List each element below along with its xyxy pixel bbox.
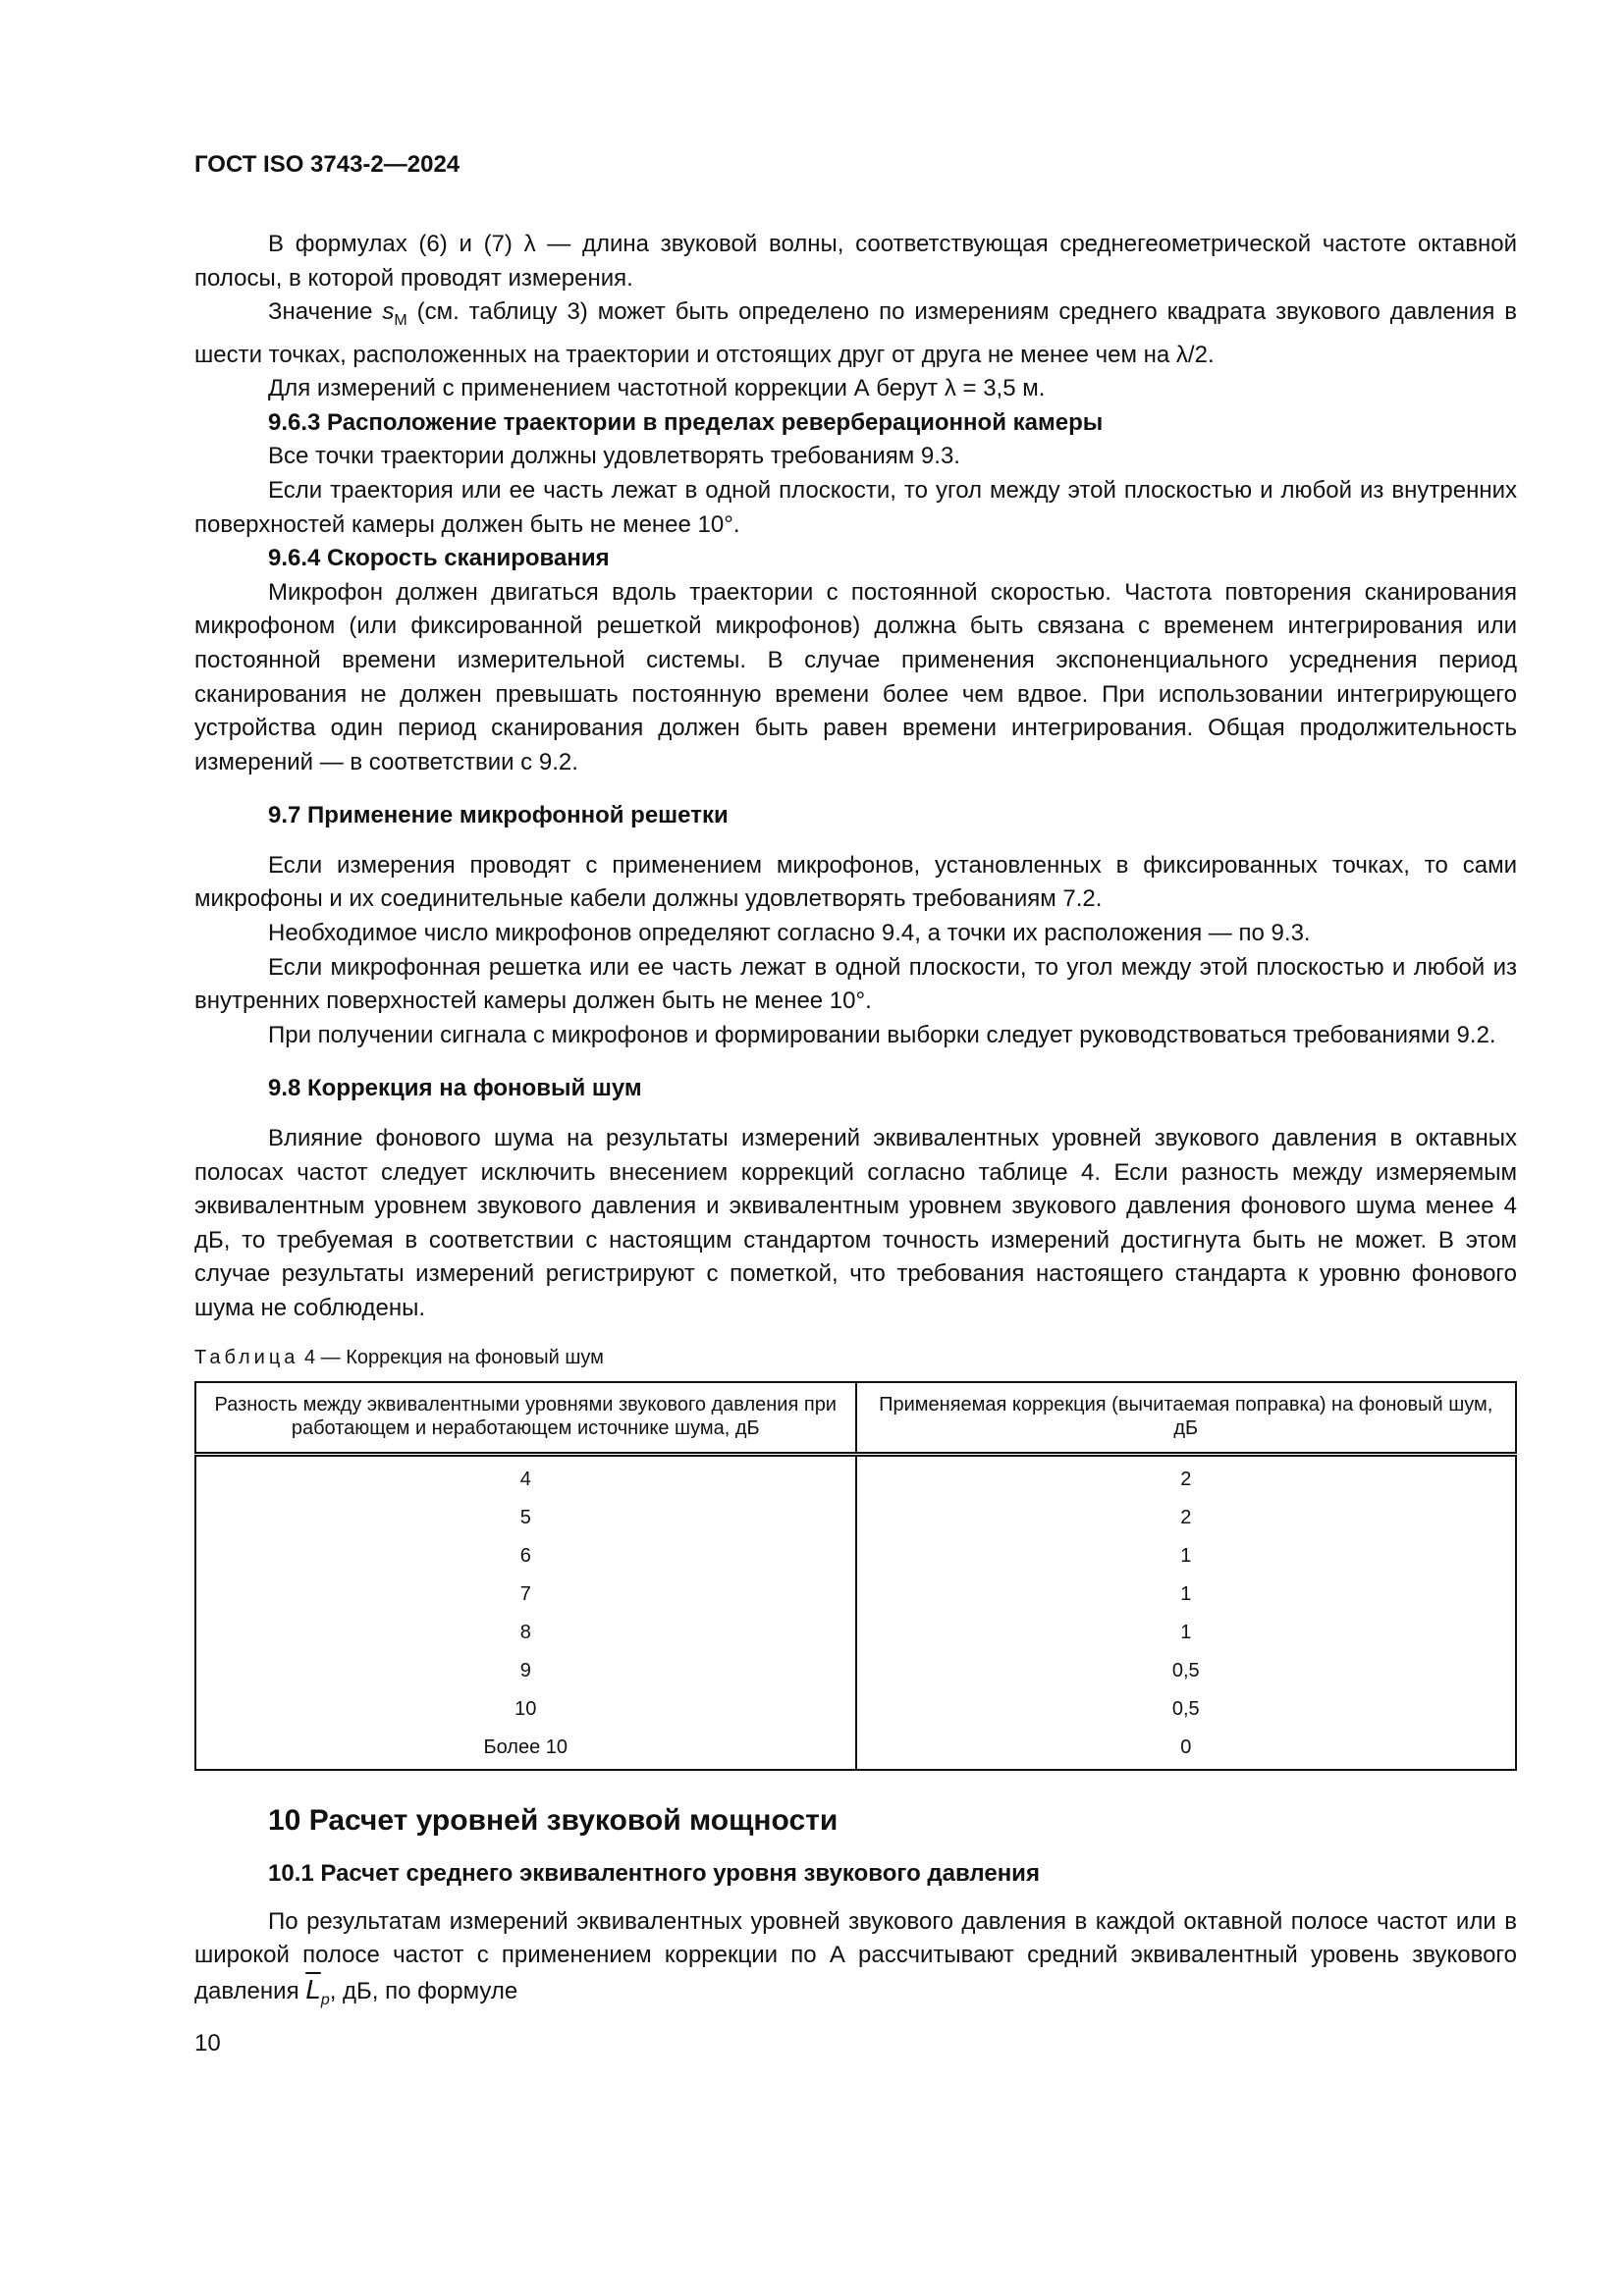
paragraph: Микрофон должен двигаться вдоль траектории с постоянной скоростью. Частота повторения сканирования микрофоном (или фиксированной решеткой микрофонов) должна быть связана с временем интегрирования или постоянной времени измерительной системы. В случае применения экспоненциального усреднения период сканирования не должен превышать постоянную времени более чем вдвое. При использовании интегрирующего устройства один период сканирования должен быть равен времени интегрирования. Общая продолжительность измерений — в соответствии с 9.2. xyxy=(194,578,1517,775)
subscript: p xyxy=(320,1991,330,2008)
table-cell: 2 xyxy=(856,1454,1517,1499)
document-header: ГОСТ ISO 3743-2—2024 xyxy=(194,151,460,178)
paragraph xyxy=(194,295,1517,372)
paragraph xyxy=(194,1905,1517,2018)
table-cell: 1 xyxy=(856,1614,1517,1652)
table-row xyxy=(195,1652,1516,1690)
section-heading-9-8: 9.8 Коррекция на фоновый шум xyxy=(268,1075,642,1102)
table-row xyxy=(195,1454,1516,1499)
symbol: $\overline{L}$ xyxy=(305,1973,321,2004)
paragraph: При получении сигнала с микрофонов и формировании выборки следует руководствоваться требованиями 9.2. xyxy=(268,1021,1496,1048)
paragraph: Если микрофонная решетка или ее часть лежат в одной плоскости, то угол между этой плоскостью и любой из внутренних поверхностей камеры должен быть не менее 10°. xyxy=(194,953,1517,1015)
table-cell: Более 10 xyxy=(195,1729,856,1770)
text: (см. таблицу 3) может быть определено по измерениям среднего квадрата звукового давления в шести точках, расположенных на траектории и отстоящих друг от друга не менее чем на λ/2. xyxy=(194,298,1517,368)
section-heading-10: 10 Расчет уровней звуковой мощности xyxy=(268,1803,839,1837)
table-cell: 6 xyxy=(195,1537,856,1575)
table-caption xyxy=(194,1344,1517,1371)
table-cell: 9 xyxy=(195,1652,856,1690)
paragraph: Если измерения проводят с применением микрофонов, установленных в фиксированных точках, то сами микрофоны и их соединительные кабели должны удовлетворять требованиям 7.2. xyxy=(194,851,1517,913)
caption-label: Таблица xyxy=(194,1346,299,1368)
symbol: s xyxy=(382,298,395,326)
paragraph: Влияние фонового шума на результаты измерений эквивалентных уровней звукового давления в октавных полосах частот следует исключить внесением коррекций согласно таблице 4. Если разность между измеряемым эквивалентным уровнем звукового давления и эквивалентным уровнем звукового давления фонового шума менее 4 дБ, то требуемая в соответствии с настоящим стандартом точность измерений достигнута быть не может. В этом случае результаты измерений регистрируют с пометкой, что требования настоящего стандарта к уровню фонового шума не соблюдены. xyxy=(194,1125,1517,1322)
table-cell: 2 xyxy=(856,1499,1517,1537)
section-heading-9-6-4: 9.6.4 Скорость сканирования xyxy=(268,545,610,572)
table-cell: 8 xyxy=(195,1614,856,1652)
paragraph: Если траектория или ее часть лежат в одной плоскости, то угол между этой плоскостью и любой из внутренних поверхностей камеры должен быть не менее 10°. xyxy=(194,476,1517,538)
table-row xyxy=(195,1729,1516,1770)
table-cell: 0,5 xyxy=(856,1690,1517,1729)
section-heading-10-1: 10.1 Расчет среднего эквивалентного уровня звукового давления xyxy=(268,1860,1040,1888)
paragraph: В формулах (6) и (7) λ — длина звуковой волны, соответствующая среднегеометрической частоте октавной полосы, в которой проводят измерения. xyxy=(194,231,1517,292)
background-noise-correction-table xyxy=(194,1381,1517,1771)
document-body xyxy=(194,228,1517,2061)
table-row xyxy=(195,1614,1516,1652)
table-cell: 1 xyxy=(856,1537,1517,1575)
table-cell: 4 xyxy=(195,1454,856,1499)
table-row xyxy=(195,1690,1516,1729)
table-row xyxy=(195,1537,1516,1575)
text: По результатам измерений эквивалентных уровней звукового давления в каждой октавной полосе частот или в широкой полосе частот с применением коррекции по А рассчитывают средний эквивалентный уровень звукового давления xyxy=(194,1907,1517,2004)
paragraph: Для измерений с применением частотной коррекции А берут λ = 3,5 м. xyxy=(268,375,1046,402)
paragraph: Все точки траектории должны удовлетворять требованиям 9.3. xyxy=(268,443,960,470)
subscript: M xyxy=(394,311,407,329)
text: , дБ, по формуле xyxy=(329,1977,518,2004)
table-cell: 7 xyxy=(195,1575,856,1614)
table-cell: 0 xyxy=(856,1729,1517,1770)
section-heading-9-7: 9.7 Применение микрофонной решетки xyxy=(268,802,729,829)
paragraph: Необходимое число микрофонов определяют согласно 9.4, а точки их расположения — по 9.3. xyxy=(268,920,1311,947)
caption-title: 4 — Коррекция на фоновый шум xyxy=(298,1346,604,1368)
text: Значение xyxy=(268,298,383,326)
table-cell: 10 xyxy=(195,1690,856,1729)
column-header: Разность между эквивалентными уровнями звукового давления при работающем и неработающем источнике шума, дБ xyxy=(195,1382,856,1455)
table-cell: 1 xyxy=(856,1575,1517,1614)
section-heading-9-6-3: 9.6.3 Расположение траектории в пределах реверберационной камеры xyxy=(268,408,1104,436)
table-cell: 5 xyxy=(195,1499,856,1537)
page-number: 10 xyxy=(194,2030,221,2057)
table-row xyxy=(195,1575,1516,1614)
column-header: Применяемая коррекция (вычитаемая поправка) на фоновый шум, дБ xyxy=(856,1382,1517,1455)
table-cell: 0,5 xyxy=(856,1652,1517,1690)
table-row xyxy=(195,1499,1516,1537)
